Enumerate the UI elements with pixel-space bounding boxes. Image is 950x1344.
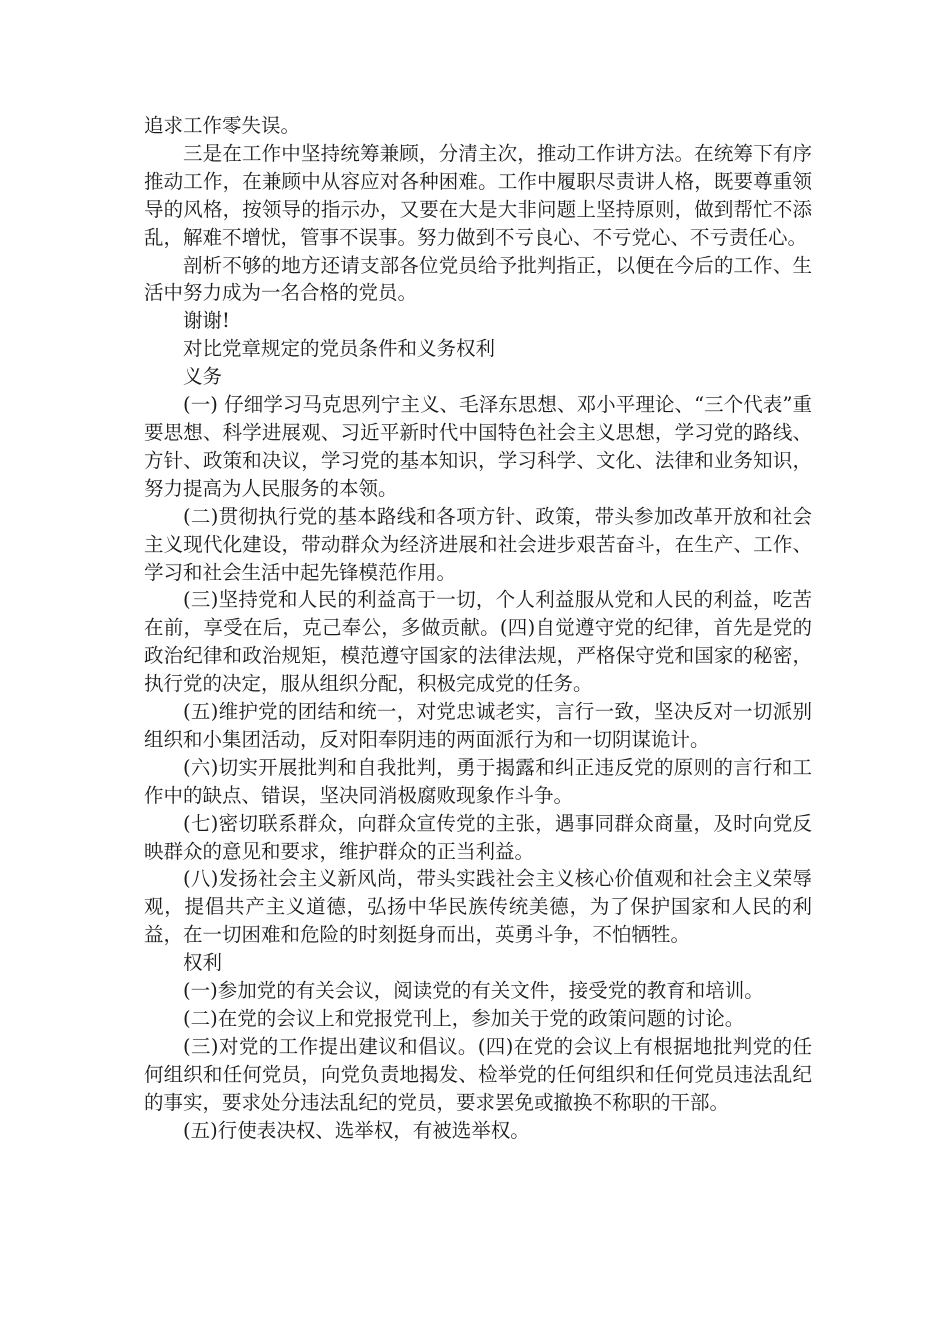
section-title: 对比党章规定的党员条件和义务权利 <box>183 337 496 361</box>
heading-duties: 义务 <box>183 365 223 389</box>
paragraph-continuation: 追求工作零失误。 <box>144 114 301 137</box>
duty-item-8: (八)发扬社会主义新风尚，带头实践社会主义核心价值观和社会主义荣辱观，提倡共产主义道德，弘扬中华民族传统美德，为了保护国家和人民的利益，在一切困难和危险的时刻挺身而出，英勇斗争，不怕牺牲。 <box>144 867 812 947</box>
duty-item-5: (五)维护党的团结和统一，对党忠诚老实，言行一致，坚决反对一切派别组织和小集团活动，反对阳奉阴违的两面派行为和一切阴谋诡计。 <box>144 700 812 751</box>
duty-item-7: (七)密切联系群众，向群众宣传党的主张，遇事同群众商量，及时向党反映群众的意见和要求，维护群众的正当利益。 <box>144 811 812 863</box>
duty-item-1: (一) 仔细学习马克思列宁主义、毛泽东思想、邓小平理论、“三个代表”重要思想、科学进展观、习近平新时代中国特色社会主义思想，学习党的路线、方针、政策和决议，学习党的基本知识，学习科学、文化、法律和业务知识，努力提高为人民服务的本领。 <box>144 393 812 500</box>
duty-item-3-4: (三)坚持党和人民的利益高于一切，个人利益服从党和人民的利益，吃苦在前，享受在后，克己奉公，多做贡献。(四)自觉遵守党的纪律，首先是党的政治纪律和政治规矩，模范遵守国家的法律法规，严格保守党和国家的秘密，执行党的决定，服从组织分配，积极完成党的任务。 <box>144 588 812 696</box>
paragraph-work-method: 三是在工作中坚持统筹兼顾，分清主次，推动工作讲方法。在统筹下有序推动工作，在兼顾中从容应对各种困难。工作中履职尽责讲人格，既要尊重领导的风格，按领导的指示办，又要在大是大非问题上坚持原则，做到帮忙不添乱，解难不增忧，管事不误事。努力做到不亏良心、不亏党心、不亏责任心。 <box>144 141 812 249</box>
duty-item-6: (六)切实开展批判和自我批判，勇于揭露和纠正违反党的原则的言行和工作中的缺点、错误，坚决同消极腐败现象作斗争。 <box>144 755 812 807</box>
paragraph-request-criticism: 剖析不够的地方还请支部各位党员给予批判指正，以便在今后的工作、生活中努力成为一名合格的党员。 <box>144 253 812 305</box>
duty-item-2: (二)贯彻执行党的基本路线和各项方针、政策，带头参加改革开放和社会主义现代化建设，带动群众为经济进展和社会进步艰苦奋斗，在生产、工作、学习和社会生活中起先锋模范作用。 <box>144 504 812 584</box>
right-item-5: (五)行使表决权、选举权，有被选举权。 <box>183 1118 530 1142</box>
paragraph-thanks: 谢谢! <box>183 309 230 333</box>
document-page <box>144 112 812 1145</box>
heading-rights: 权利 <box>183 951 223 975</box>
right-item-1: (一)参加党的有关会议，阅读党的有关文件，接受党的教育和培训。 <box>183 979 764 1003</box>
right-item-2: (二)在党的会议上和党报党刊上，参加关于党的政策问题的讨论。 <box>183 1007 745 1030</box>
right-item-3-4: (三)对党的工作提出建议和倡议。(四)在党的会议上有根据地批判党的任何组织和任何党员，向党负责地揭发、检举党的任何组织和任何党员违法乱纪的事实，要求处分违法乱纪的党员，要求罢免或撤换不称职的干部。 <box>144 1034 812 1114</box>
